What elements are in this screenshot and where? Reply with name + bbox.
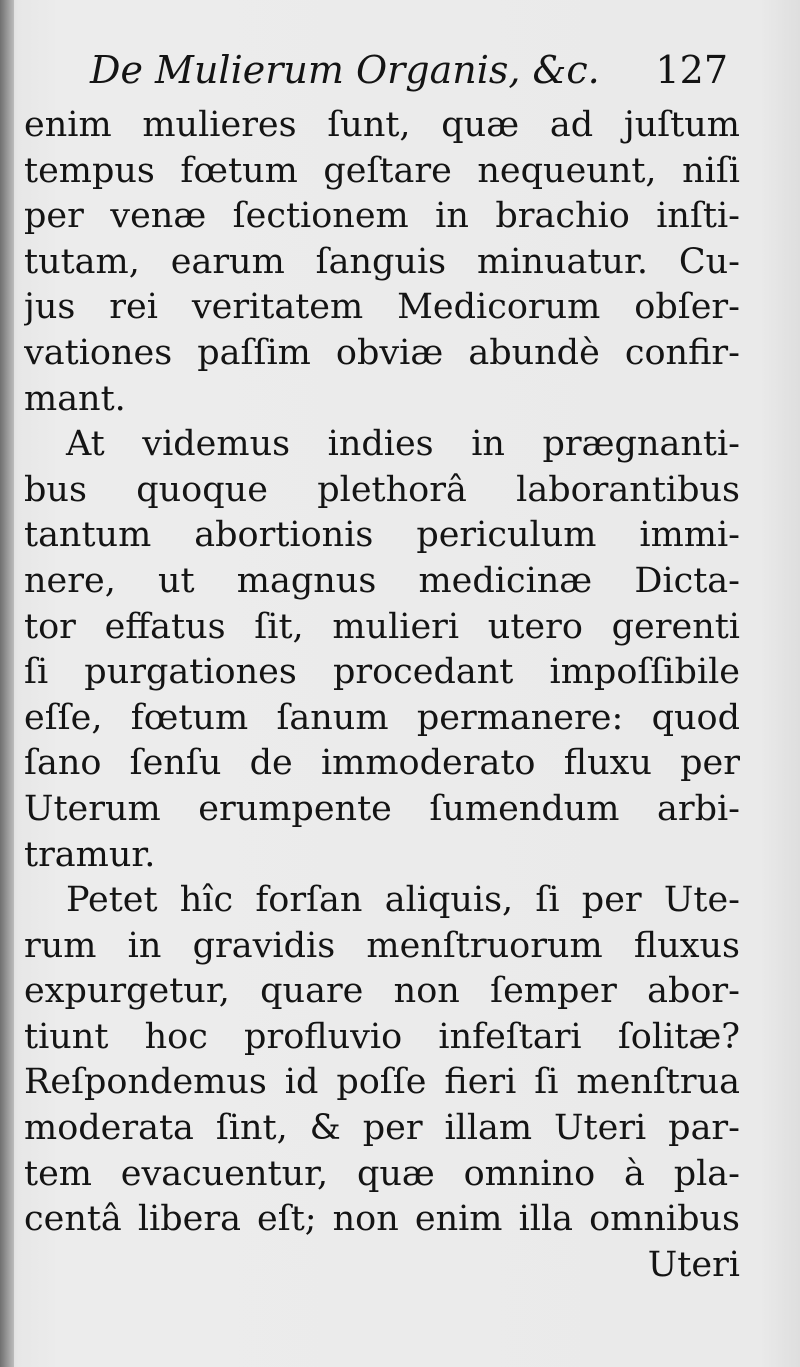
text-line: tem evacuentur, quæ omnino à pla- <box>24 1153 740 1194</box>
text-line: moderata ſint, & per illam Uteri par- <box>24 1108 740 1149</box>
text-line: ſano ſenſu de immoderato fluxu per <box>24 743 740 784</box>
body-text <box>24 103 740 1288</box>
paragraph-start-line: Petet hîc forſan aliquis, ſi per Ute- <box>66 880 740 921</box>
text-line: tempus fœtum geſtare nequeunt, niſi <box>24 150 740 191</box>
text-line: tantum abortionis periculum immi- <box>24 515 740 556</box>
text-line: tramur. <box>24 834 156 875</box>
text-line: Uterum erumpente ſumendum arbi- <box>24 788 740 829</box>
text-line: eſſe, fœtum ſanum permanere: quod <box>24 697 740 738</box>
text-line: ſi purgationes procedant impoſſibile <box>24 652 740 693</box>
text-line: bus quoque plethorâ laborantibus <box>24 469 740 510</box>
text-line: per venæ ſectionem in brachio inſti- <box>24 196 740 237</box>
running-title: De Mulierum Organis, &c. <box>90 48 600 92</box>
text-line: mant. <box>24 378 126 419</box>
catchword: Uteri <box>647 1244 740 1285</box>
paragraph-start-line: At videmus indies in prægnanti- <box>66 424 740 465</box>
text-line: tutam, earum ſanguis minuatur. Cu- <box>24 241 740 282</box>
text-line: rum in gravidis menſtruorum fluxus <box>24 925 740 966</box>
text-line: nere, ut magnus medicinæ Dicta- <box>24 560 740 601</box>
text-line: centâ libera eſt; non enim illa omnibus <box>24 1199 740 1240</box>
text-line: tor effatus ſit, mulieri utero gerenti <box>24 606 740 647</box>
book-spine-shadow <box>0 0 14 1367</box>
page-number: 127 <box>655 48 728 92</box>
text-line: tiunt hoc profluvio infeſtari ſolitæ? <box>24 1016 740 1057</box>
text-line: enim mulieres ſunt, quæ ad juſtum <box>24 105 740 145</box>
text-line: jus rei veritatem Medicorum obſer- <box>24 287 740 328</box>
text-line: vationes paſſim obviæ abundè confir- <box>24 332 740 373</box>
text-line: Reſpondemus id poſſe fieri ſi menſtrua <box>24 1062 740 1103</box>
page-header <box>90 40 740 100</box>
text-line: expurgetur, quare non ſemper abor- <box>24 971 740 1012</box>
